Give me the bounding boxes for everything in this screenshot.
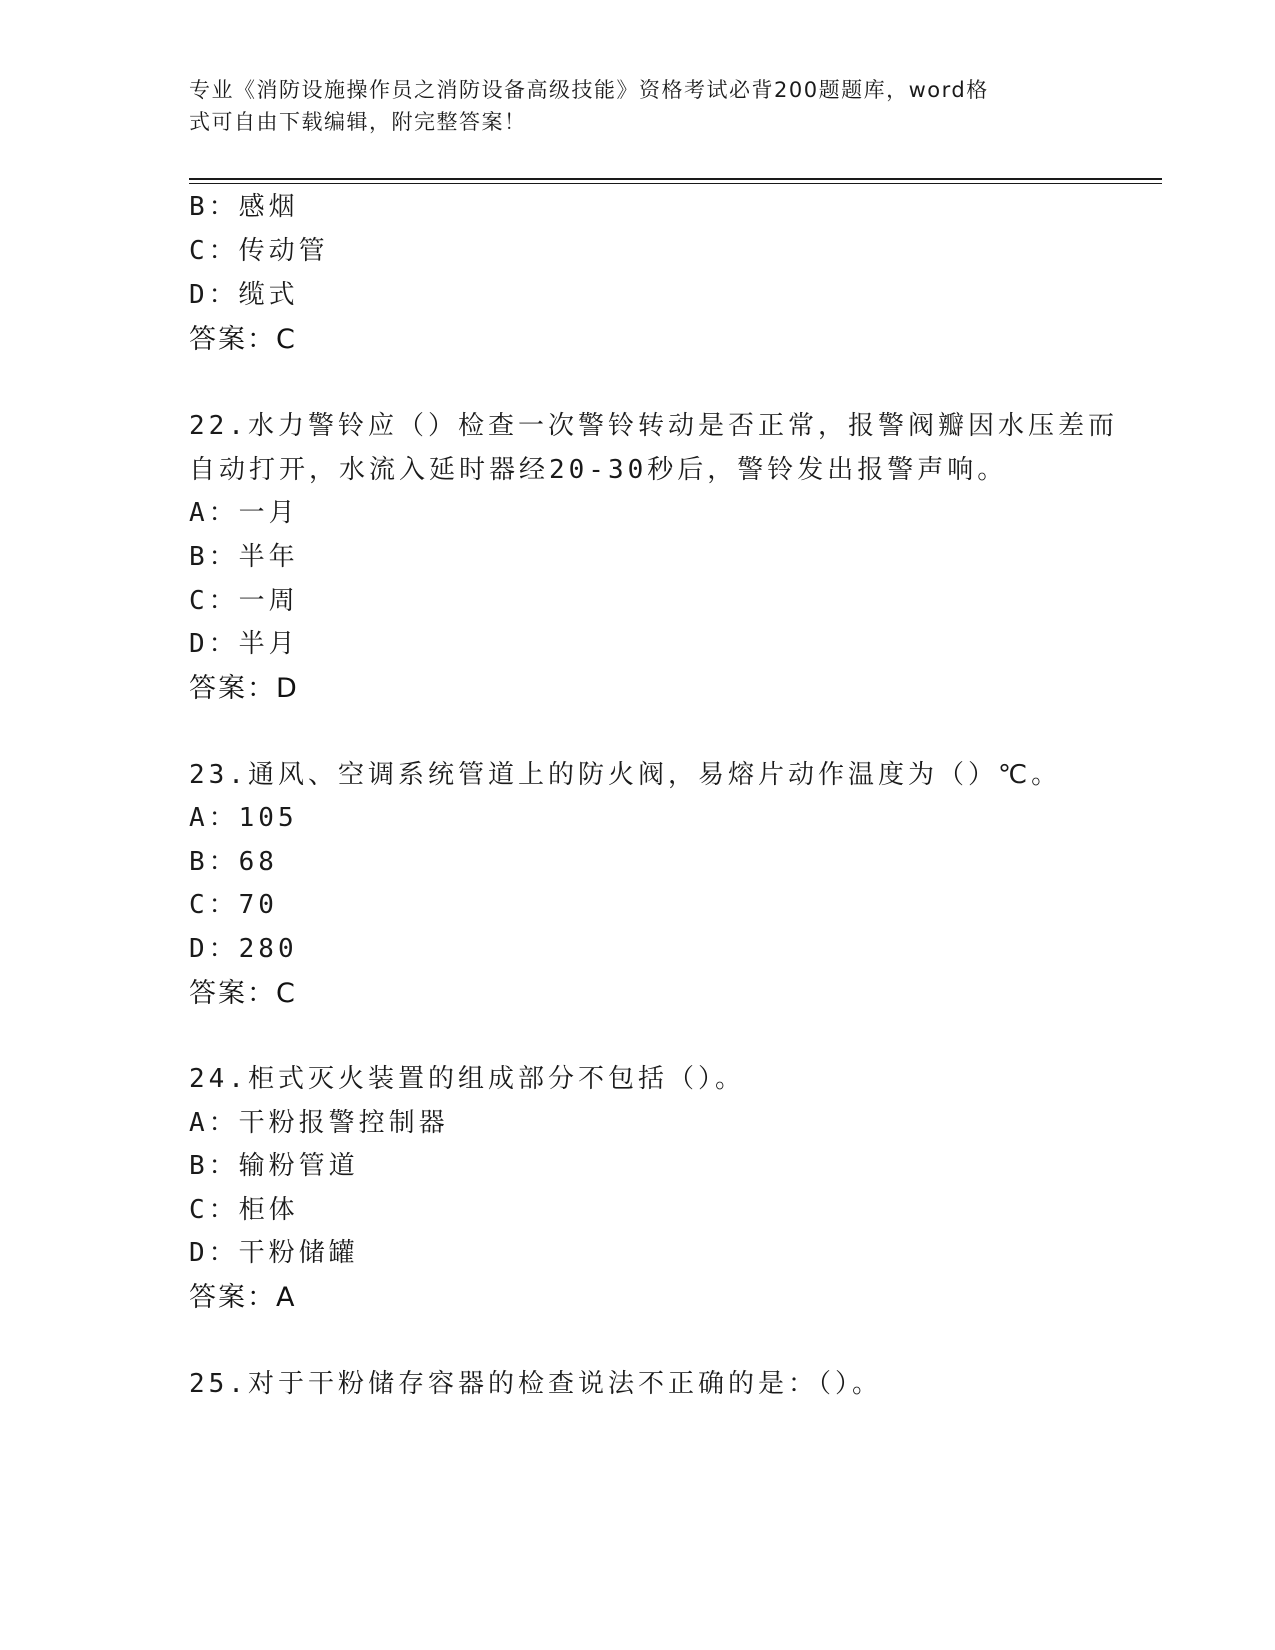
option-d: D：280 bbox=[189, 934, 298, 964]
header-line-2: 式可自由下载编辑，附完整答案！ bbox=[189, 110, 527, 134]
answer-line: 答案：D bbox=[189, 673, 299, 704]
option-a: A：105 bbox=[189, 803, 298, 833]
option-b: B：感烟 bbox=[189, 192, 299, 222]
question-stem-25: 25.对于干粉储存容器的检查说法不正确的是：（）。 bbox=[189, 1369, 882, 1399]
header-rule-thick bbox=[189, 178, 1162, 180]
answer-line: 答案：A bbox=[189, 1282, 297, 1313]
header-rule-thin bbox=[189, 183, 1162, 184]
question-stem-22-line-2: 自动打开，水流入延时器经20-30秒后，警铃发出报警声响。 bbox=[189, 455, 1008, 485]
option-a: A：干粉报警控制器 bbox=[189, 1108, 449, 1138]
option-b: B：输粉管道 bbox=[189, 1151, 359, 1181]
question-stem-23: 23.通风、空调系统管道上的防火阀，易熔片动作温度为（）℃。 bbox=[189, 760, 1062, 790]
option-c: C：70 bbox=[189, 890, 278, 920]
option-c: C：柜体 bbox=[189, 1195, 299, 1225]
answer-line: 答案：C bbox=[189, 324, 297, 355]
option-d: D：半月 bbox=[189, 629, 299, 659]
question-stem-24: 24.柜式灭火装置的组成部分不包括（）。 bbox=[189, 1064, 745, 1094]
option-d: D：缆式 bbox=[189, 280, 299, 310]
option-b: B：半年 bbox=[189, 542, 299, 572]
answer-line: 答案：C bbox=[189, 978, 297, 1009]
option-d: D：干粉储罐 bbox=[189, 1238, 359, 1268]
header-line-1: 专业《消防设施操作员之消防设备高级技能》资格考试必背200题题库，word格 bbox=[189, 78, 989, 102]
option-b: B：68 bbox=[189, 847, 278, 877]
question-stem-22-line-1: 22.水力警铃应（）检查一次警铃转动是否正常，报警阀瓣因水压差而 bbox=[189, 411, 1118, 441]
option-a: A：一月 bbox=[189, 498, 299, 528]
option-c: C：一周 bbox=[189, 586, 299, 616]
option-c: C：传动管 bbox=[189, 236, 329, 266]
document-header bbox=[189, 74, 1069, 138]
